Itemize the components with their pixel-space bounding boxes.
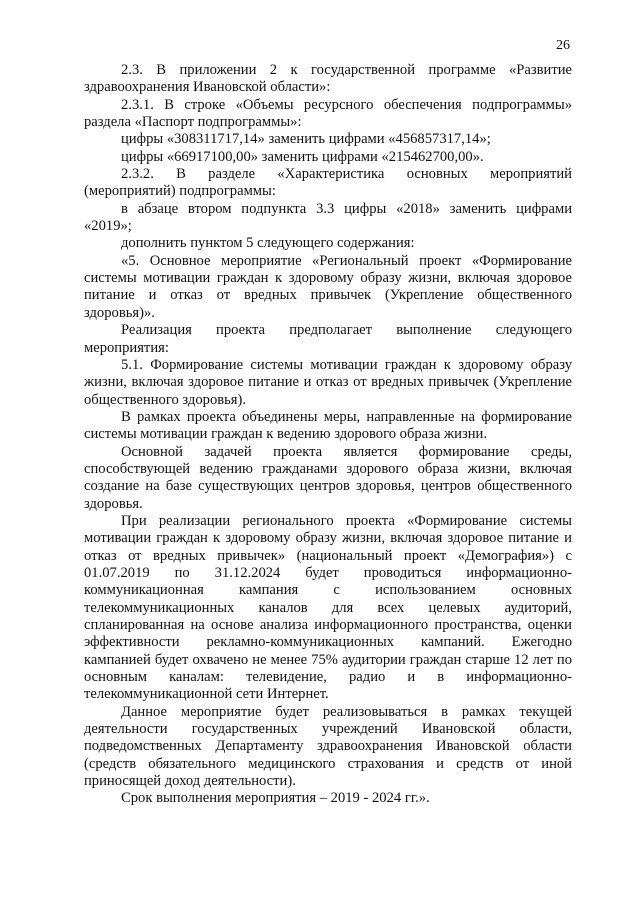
paragraph-measures: В рамках проекта объединены меры, направленные на формирование системы мотивации граждан к ведению здорового образа жизни.: [84, 408, 572, 443]
paragraph-2-3-1: 2.3.1. В строке «Объемы ресурсного обеспечения подпрограммы» раздела «Паспорт подпрограммы»:: [84, 96, 572, 131]
paragraph-term: Срок выполнения мероприятия – 2019 - 2024 гг.».: [121, 790, 430, 807]
paragraph-campaign: При реализации регионального проекта «Формирование системы мотивации граждан к здоровому образу жизни, включая здоровое питание и отказ от вредных привычек» (национальный проект «Демография») с 01.07.2019 по 31.12.2024 будет проводиться информационно-коммуникационная кампания с использованием основных телекоммуникационных каналов для всех целевых аудиторий, спланированная на основе анализа информационного пространства, оценки эффективности рекламно-коммуникационных кампаний. Ежегодно кампанией будет охвачено не менее 75% аудитории граждан старше 12 лет по основным каналам: телевидение, радио и в информационно-телекоммуникационной сети Интернет.: [84, 512, 572, 703]
paragraph-replace-2: цифры «66917100,00» заменить цифрами «215462700,00».: [121, 148, 484, 165]
paragraph-implementation: Реализация проекта предполагает выполнение следующего мероприятия:: [84, 322, 572, 356]
paragraph-replace-1: цифры «308311717,14» заменить цифрами «456857317,14»;: [121, 131, 491, 148]
paragraph-main-task: Основной задачей проекта является формирование среды, способствующей ведению гражданами здорового образа жизни, включая создание на базе существующих центров здоровья, центров общественного здоровья.: [84, 443, 572, 512]
paragraph-funding: Данное мероприятие будет реализовываться в рамках текущей деятельности государственных учреждений Ивановской области, подведомственных Департаменту здравоохранения Ивановской области (средств обязательного медицинского страхования и средств от иной приносящей доход деятельности).: [84, 703, 572, 790]
paragraph-item-5: «5. Основное мероприятие «Региональный проект «Формирование системы мотивации граждан к здоровому образу жизни, включая здоровое питание и отказ от вредных привычек (Укрепление общественного здоровья)».: [84, 252, 572, 321]
paragraph-2-3: 2.3. В приложении 2 к государственной программе «Развитие здравоохранения Ивановской области»:: [84, 62, 572, 96]
paragraph-subitem-3-3: в абзаце втором подпункта 3.3 цифры «2018» заменить цифрами «2019»;: [84, 200, 572, 235]
page-number: 26: [556, 38, 570, 53]
document-body: [84, 62, 572, 808]
paragraph-2-3-2: 2.3.2. В разделе «Характеристика основных мероприятий (мероприятий) подпрограммы:: [84, 166, 572, 200]
paragraph-item-5-1: 5.1. Формирование системы мотивации граждан к здоровому образу жизни, включая здоровое питание и отказ от вредных привычек (Укрепление общественного здоровья).: [84, 356, 572, 408]
paragraph-add-item-5: дополнить пунктом 5 следующего содержания:: [121, 235, 415, 252]
